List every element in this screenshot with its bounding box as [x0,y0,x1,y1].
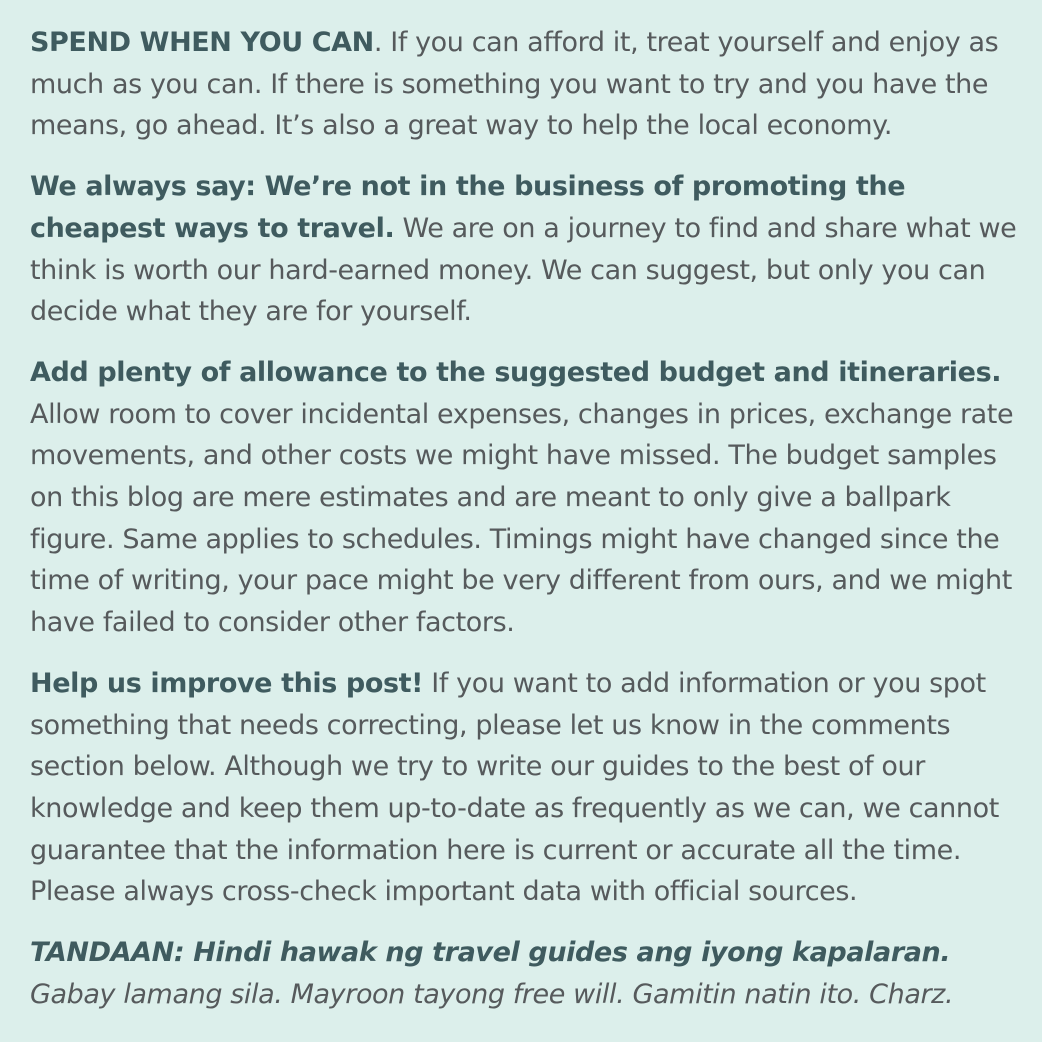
paragraph-lead: SPEND WHEN YOU CAN [30,27,374,58]
paragraph-body: Gabay lamang sila. Mayroon tayong free will. Gamitin natin ito. Charz. [30,978,954,1010]
paragraph-lead: We always say: We’re not in the business of promoting the cheapest ways to travel. [30,171,906,244]
paragraph-help-improve [30,663,1020,913]
paragraph-body: If you want to add information or you spot something that needs correcting, please let us know in the comments section below. Although we try to write our guides to the best of our knowledge and keep them up-to-date as frequently as we can, we cannot guarantee that the information here is current or accurate all the time. Please always cross-check important data with official sources. [30,667,999,908]
paragraph-body: Allow room to cover incidental expenses, changes in prices, exchange rate movements, and other costs we might have missed. The budget samples on this blog are mere estimates and are meant to only give a ballpark figure. Same applies to schedules. Timings might have changed since the time of writing, your pace might be very different from ours, and we might have failed to consider other factors. [30,398,1014,639]
paragraph-spend-when-you-can [30,22,1020,147]
paragraph-cheapest-ways [30,166,1020,333]
paragraph-lead: Add plenty of allowance to the suggested budget and itineraries. [30,356,1002,388]
paragraph-lead: Help us improve this post! [30,667,424,699]
article-body [30,22,1020,1034]
paragraph-body: . If you can afford it, treat yourself and enjoy as much as you can. If there is something you want to try and you have the means, go ahead. It’s also a great way to help the local economy. [30,27,999,142]
paragraph-tandaan [30,932,1020,1015]
paragraph-lead: TANDAAN: Hindi hawak ng travel guides ang iyong kapalaran. [30,937,951,969]
paragraph-allowance [30,352,1020,644]
paragraph-body: We are on a journey to find and share what we think is worth our hard-earned money. We can suggest, but only you can decide what they are for yourself. [30,212,1017,328]
